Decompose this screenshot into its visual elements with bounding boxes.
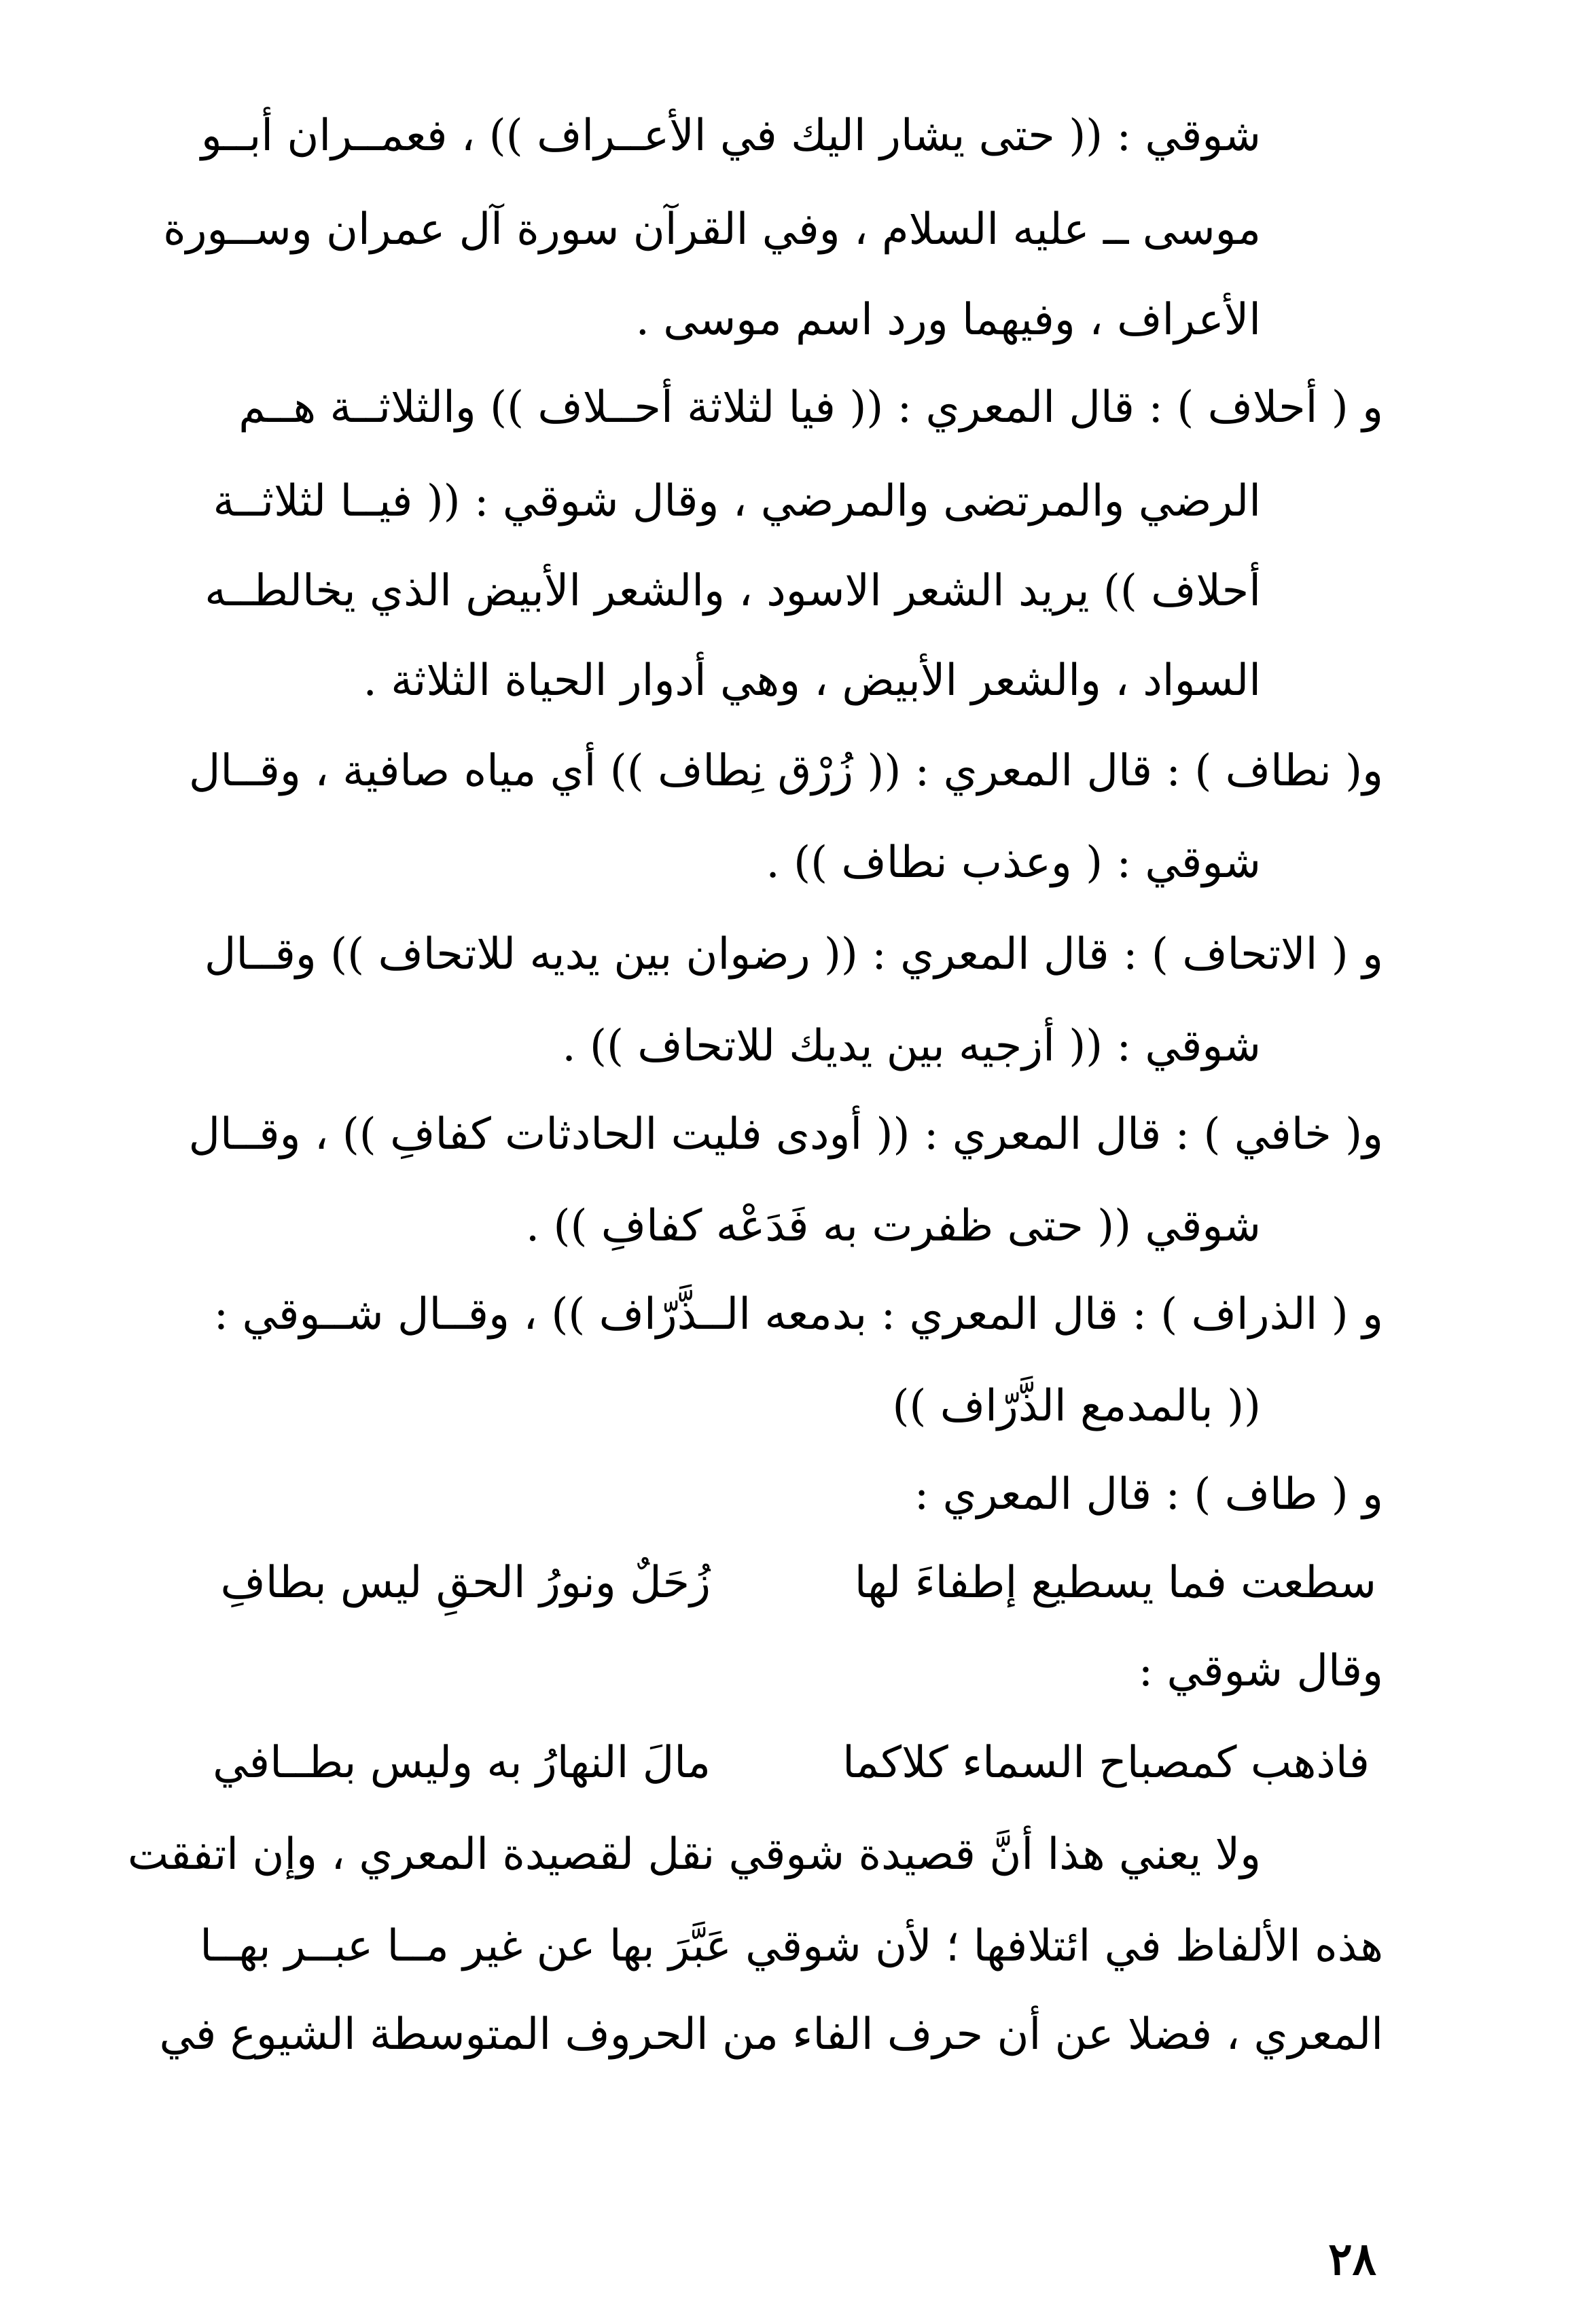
verse-second-hemistich: مالَ النهارُ به وليس بطــافي — [213, 1738, 711, 1788]
text-line: هذه الألفاظ في ائتلافها ؛ لأن شوقي عَبَّرَ بها عن غير مــا عبــر بهــا — [200, 1921, 1383, 1971]
text-line: و ( طاف ) : قال المعري : — [914, 1469, 1383, 1520]
text-line: المعري ، فضلا عن أن حرف الفاء من الحروف المتوسطة الشيوع في — [159, 2009, 1383, 2060]
text-line: و( خافي ) : قال المعري : (( أودى فليت الحادثات كفافِ )) ، وقــال — [188, 1109, 1383, 1160]
text-line: ولا يعني هذا أنَّ قصيدة شوقي نقل لقصيدة المعري ، وإن اتفقت — [127, 1829, 1261, 1880]
text-line: السواد ، والشعر الأبيض ، وهي أدوار الحياة الثلاثة . — [363, 656, 1261, 706]
text-line: شوقي : ( وعذب نطاف )) . — [766, 838, 1261, 888]
verse-first-hemistich: فاذهب كمصباح السماء كلاكما — [842, 1738, 1370, 1788]
verse-first-hemistich: سطعت فما يسطيع إطفاءَ لها — [854, 1558, 1376, 1608]
text-line: أحلاف )) يريد الشعر الاسود ، والشعر الأبيض الذي يخالطــه — [204, 566, 1261, 616]
text-line: و( نطاف ) : قال المعري : (( زُرْق نِطاف )) أي مياه صافية ، وقــال — [188, 746, 1383, 796]
text-line: و ( أحلاف ) : قال المعري : (( فيا لثلاثة أحــلاف )) والثلاثــة هــم — [238, 382, 1383, 433]
text-line: و ( الاتحاف ) : قال المعري : (( رضوان بين يديه للاتحاف )) وقــال — [204, 929, 1383, 980]
page-number: ٢٨ — [1328, 2232, 1376, 2285]
verse-second-hemistich: زُحَلٌ ونورُ الحقِ ليس بطافِ — [220, 1558, 711, 1608]
text-line: (( بالمدمع الذَّرّاف )) — [892, 1381, 1261, 1431]
text-line: شوقي : (( أزجيه بين يديك للاتحاف )) . — [562, 1021, 1261, 1071]
text-line: شوقي (( حتى ظفرت به فَدَعْه كفافِ )) . — [525, 1201, 1261, 1251]
text-line: و ( الذراف ) : قال المعري : بدمعه الــذَّرّاف )) ، وقــال شــوقي : — [213, 1289, 1383, 1340]
text-line: موسى ــ عليه السلام ، وفي القرآن سورة آل عمران وســورة — [163, 204, 1261, 255]
text-line: وقال شوقي : — [1138, 1646, 1383, 1696]
text-line: الرضي والمرتضى والمرضي ، وقال شوقي : (( فيــا لثلاثــة — [213, 476, 1261, 526]
text-line: الأعراف ، وفيهما ورد اسم موسى . — [635, 295, 1261, 345]
text-line: شوقي : (( حتى يشار اليك في الأعــراف )) ، فعمــران أبــو — [200, 111, 1261, 161]
